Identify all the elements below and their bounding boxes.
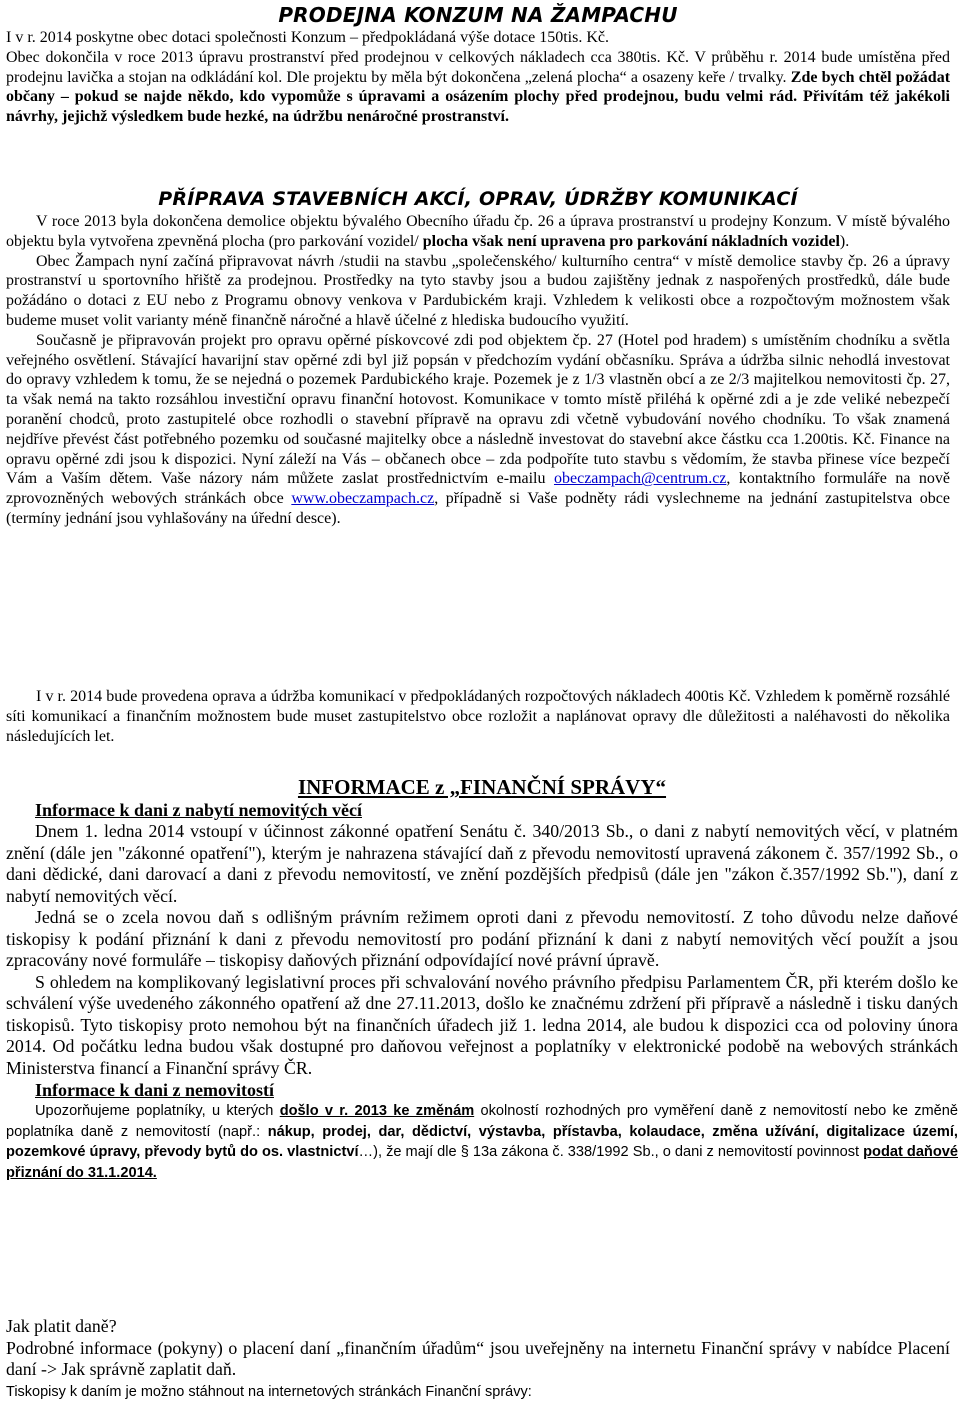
question-jak-platit: Jak platit daně? — [6, 1316, 117, 1336]
section-komunikace — [6, 687, 950, 746]
section-title-financni-sprava: INFORMACE z „FINANČNÍ SPRÁVY“ — [297, 775, 667, 799]
dan-nemovitosti-termin: podat daňové přiznání do 31.1.2014. — [6, 1144, 958, 1181]
paragraph-operna-zed-text: Současně je připravován projekt pro opravu opěrné pískovcové zdi pod objektem čp. 27 (Hotel pod hradem) s umístěním chodníku a světla veřejného osvětlení. Stávající havarijní stav opěrné zdi byl již popsán v předchozím vydání občasníku. Správa a údržba silnic nehodlá investovat do opravy vzhledem k tomu, že se nejedná o pozemek Pardubického kraje. Pozemek je z 1/3 vlastněn obcí a ze 2/3 majitelkou nemovitosti čp. 27, ta však nemá na takto rozsáhlou investiční opravu finanční hotovost. Komunikace v tomto místě přiléhá k opěrné zdi a je zde veliké nebezpečí poranění chodců, proto zastupitelé obce rozhodli o stavební přípravě na opravu zdi včetně vybudování nového chodníku. To však znamená nejdříve převést část potřebného pozemku od současné majitelky obce a následně investovat do stavební akce částku cca 1.200tis. Kč. Finance na opravu opěrné zdi jsou k dispozici. Nyní záleží na Vás – občanech obce – zda podpoříte tuto stavbu s vědomím, že stavba přinese více bezpečí Vám a Vaším dětem. Vaše názory nám můžete zaslat prostřednictvím e-mailu — [6, 331, 950, 488]
paragraph-placeni-dani: Podrobné informace (pokyny) o placení daní „finančním úřadům“ jsou uveřejněny na internetu Finanční správy v nabídce Placení daní -> Jak správně zaplatit daň. — [6, 1337, 950, 1379]
section-title-priprava: PŘÍPRAVA STAVEBNÍCH AKCÍ, OPRAV, ÚDRŽBY KOMUNIKACÍ — [158, 188, 798, 210]
paragraph-demolice-bold: plocha však není upravena pro parkování nákladních vozidel — [422, 232, 840, 250]
paragraph-dan-nemovitosti — [6, 1101, 958, 1183]
paragraph-demolice-text: V roce 2013 byla dokončena demolice objektu bývalého Obecního úřadu čp. 26 a úprava prostranství u prodejny Konzum. V místě bývalého objektu byla vytvořena zpevněná plocha (pro parkování vozidel/ — [6, 213, 950, 250]
dan-nemovitosti-text-a: Upozorňujeme poplatníky, u kterých — [35, 1103, 280, 1119]
section-jak-platit — [6, 1316, 950, 1402]
section-title-konzum: PRODEJNA KONZUM NA ŽAMPACHU — [278, 3, 678, 27]
dan-nemovitosti-text-c: okolností rozhodných pro vyměření daně z nemovitostí nebo ke změně poplatníka daně z nemovitostí (např.: — [6, 1103, 959, 1140]
section-konzum — [6, 2, 950, 127]
web-link[interactable]: www.obeczampach.cz — [291, 490, 435, 508]
paragraph-tiskopisy: Tiskopisy k daním je možno stáhnout na internetových stránkách Finanční správy: — [6, 1383, 532, 1400]
paragraph-dan-nabyti-1: Dnem 1. ledna 2014 vstoupí v účinnost zákonné opatření Senátu č. 340/2013 Sb., o dani z nabytí nemovitých věcí, v platném znění (dále jen "zákonné opatření"), kterým je nahrazena stávající daň z převodu nemovitostí upravená zákonem č. 357/1992 Sb., o dani dědické, dani darovací a dani z převodu nemovitostí, ve znění pozdějších předpisů (dále jen "zákon č.357/1992 Sb."), daní z nabytí nemovitých věcí. — [6, 821, 958, 906]
section-priprava — [6, 186, 950, 529]
paragraph-kulturni-centrum: Obec Žampach nyní začíná připravovat návrh /studii na stavbu „společenského/ kulturního centra“ v místě demolice stavby čp. 26 a úpravy prostranství u sportovního hřiště za prodejnou. Prostředky na tyto stavby jsou a budou zajištěny jednak z naspořených prostředků, dále bude požádáno o dotaci z EU nebo z Programu obnovy venkova v Pardubickém kraji. Vzhledem k velikosti obce a rozpočtovým možnostem však budeme muset volit varianty méně finančně náročné a hlavě účelné z hlediska budoucího využití. — [6, 252, 950, 329]
subheading-dan-nabyti: Informace k dani z nabytí nemovitých věcí — [35, 800, 362, 820]
subheading-dan-nemovitosti: Informace k dani z nemovitostí — [35, 1080, 274, 1100]
section-financni-sprava — [6, 775, 958, 1183]
dan-nemovitosti-zmeny: došlo v r. 2013 ke změnám — [279, 1103, 475, 1119]
paragraph-operna-zed-end: , případně si Vaše podněty rádi vyslechneme na jednání zastupitelstva obce (termíny jednání jsou vyhlašovány na úřední desce). — [6, 490, 951, 527]
paragraph-demolice-end: ). — [839, 232, 850, 250]
paragraph-operna-zed-mid: , kontaktního formuláře na nově zprovozněných webových stránkách obce — [6, 470, 951, 508]
dan-nemovitosti-priklady: nákup, prodej, dar, dědictví, výstavba, přístavba, kolaudace, změna užívání, digitalizace území, pozemkové úpravy, převody bytů do os. vlastnictví — [6, 1123, 958, 1160]
paragraph-konzum-uprava-text: Obec dokončila v roce 2013 úpravu prostranství před prodejnou v celkových nákladech cca 380tis. Kč. V průběhu r. 2014 bude umístěna před prodejnu lavička a stojan na odkládání kol. Dle projektu by měla být dokončena „zelená plocha“ a osazeny keře / trvalky. — [6, 48, 950, 86]
dan-nemovitosti-text-e: …), že mají dle § 13a zákona č. 338/1992 Sb., o dani z nemovitostí povinnost — [358, 1144, 864, 1160]
paragraph-konzum-vyzva: Zde bych chtěl požádat občany – pokud se najde někdo, kdo vypomůže s úpravami a osázením plochy před prodejnou, budu velmi rád. Přivítám též jakékoli návrhy, jejichž výsledkem bude hezké, na údržbu nenáročné prostranství. — [6, 68, 951, 126]
paragraph-komunikace: I v r. 2014 bude provedena oprava a údržba komunikací v předpokládaných rozpočtových nákladech 400tis Kč. Vzhledem k poměrně rozsáhlé síti komunikací a finančním možnostem bude muset zastupitelstvo obce rozložit a naplánovat opravy dle důležitosti a naléhavosti do několika následujících let. — [6, 688, 950, 745]
paragraph-konzum-dotace: I v r. 2014 poskytne obec dotaci společnosti Konzum – předpokládaná výše dotace 150tis. Kč. — [6, 29, 609, 46]
email-link[interactable]: obeczampach@centrum.cz — [553, 470, 727, 488]
paragraph-konzum-uprava — [6, 48, 950, 127]
paragraph-dan-nabyti-2: Jedná se o zcela novou daň s odlišným právním režimem oproti dani z převodu nemovitostí. Z toho důvodu nelze daňové tiskopisy k podání přiznání k dani z převodu nemovitostí pro podání přiznání k dani z nabytí nemovitých věcí použít a jsou zpracovány nové formuláře – tiskopisy daňových přiznání odpovídající nové právní úpravě. — [6, 907, 958, 970]
paragraph-dan-nabyti-3: S ohledem na komplikovaný legislativní proces při schvalování nového právního předpisu Parlamentem ČR, při kterém došlo ke schválení výše uvedeného zákonného opatření až dne 27.11.2013, došlo ke značnému zdržení při přípravě a následně i tisku daných tiskopisů. Tyto tiskopisy proto nemohou být na finančních úřadech již 1. ledna 2014, ale budou k dispozici cca od poloviny února 2014. Od počátku ledna budou však dostupné pro daňovou veřejnost a poplatníky v elektronické podobě na webových stránkách Ministerstva financí a Finanční správy ČR. — [6, 971, 958, 1078]
paragraph-operna-zed — [6, 331, 950, 529]
paragraph-demolice — [6, 212, 950, 252]
